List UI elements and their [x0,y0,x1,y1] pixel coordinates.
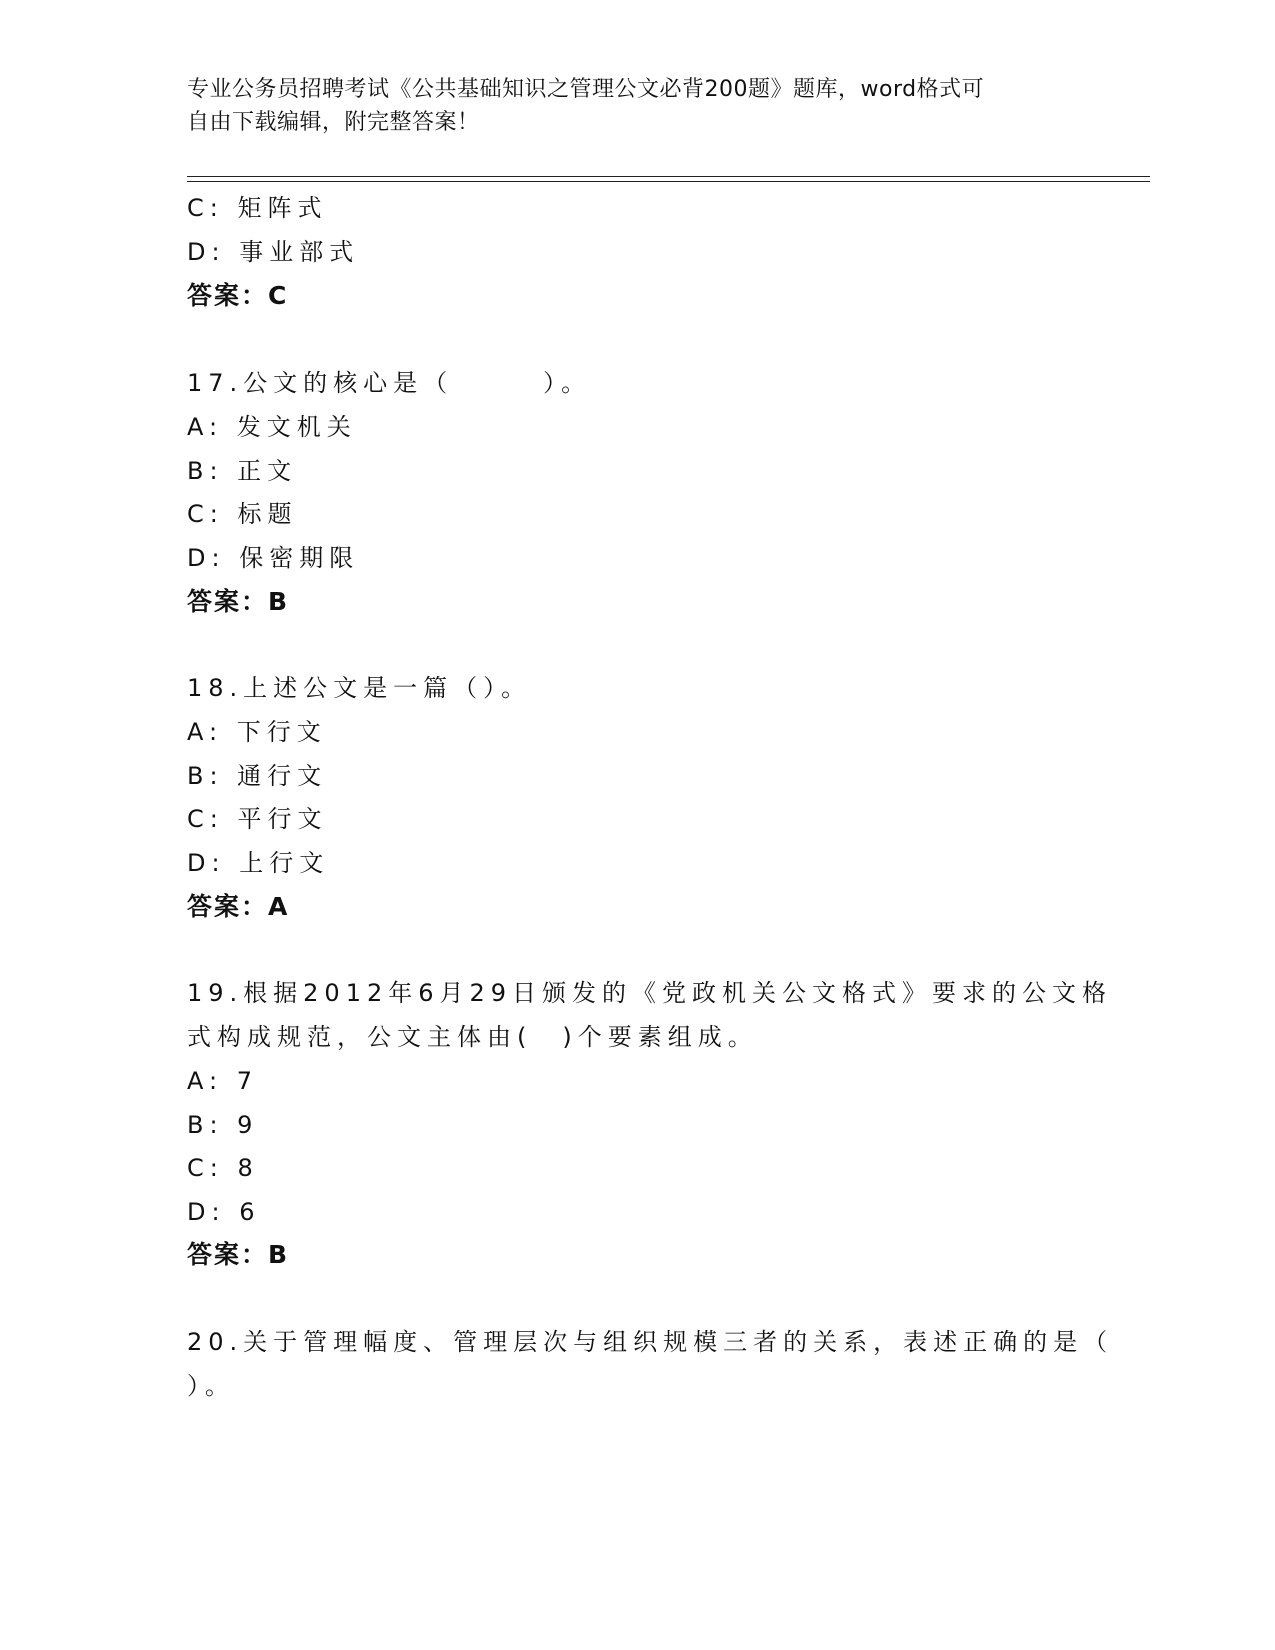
q19-question-line-1: 19.根据2012年6月29日颁发的《党政机关公文格式》要求的公文格 [187,979,1113,1007]
q18-answer: 答案：A [187,892,290,921]
q17-question: 17.公文的核心是（ ）。 [187,369,592,397]
q20-question-line-2: ）。 [187,1372,235,1400]
document-header [187,73,1067,139]
q18-option-a: A: 下行文 [187,718,327,746]
q18-question: 18.上述公文是一篇（）。 [187,674,532,702]
q18-option-b: B: 通行文 [187,762,328,790]
q19-answer: 答案：B [187,1240,290,1269]
q17-option-c: C: 标题 [187,500,298,528]
q19-option-a: A: 7 [187,1067,258,1095]
q16-option-c: C: 矩阵式 [187,194,328,222]
q17-option-a: A: 发文机关 [187,413,357,441]
q17-option-d: D: 保密期限 [187,544,360,572]
q16-answer: 答案：C [187,281,289,310]
q19-option-d: D: 6 [187,1198,261,1226]
q19-option-c: C: 8 [187,1154,259,1182]
q17-option-b: B: 正文 [187,457,298,485]
header-line-2: 自由下载编辑，附完整答案！ [187,110,480,135]
q19-question-line-2: 式构成规范，公文主体由( )个要素组成。 [187,1023,758,1051]
q18-option-d: D: 上行文 [187,849,330,877]
header-divider-bottom [187,181,1150,182]
header-divider-top [187,176,1150,177]
q20-question-line-1: 20.关于管理幅度、管理层次与组织规模三者的关系，表述正确的是（ [187,1328,1114,1356]
q17-answer: 答案：B [187,587,290,616]
q16-option-d: D: 事业部式 [187,238,360,266]
q18-option-c: C: 平行文 [187,805,328,833]
header-line-1: 专业公务员招聘考试《公共基础知识之管理公文必背200题》题库，word格式可 [187,77,985,102]
q19-option-b: B: 9 [187,1111,259,1139]
